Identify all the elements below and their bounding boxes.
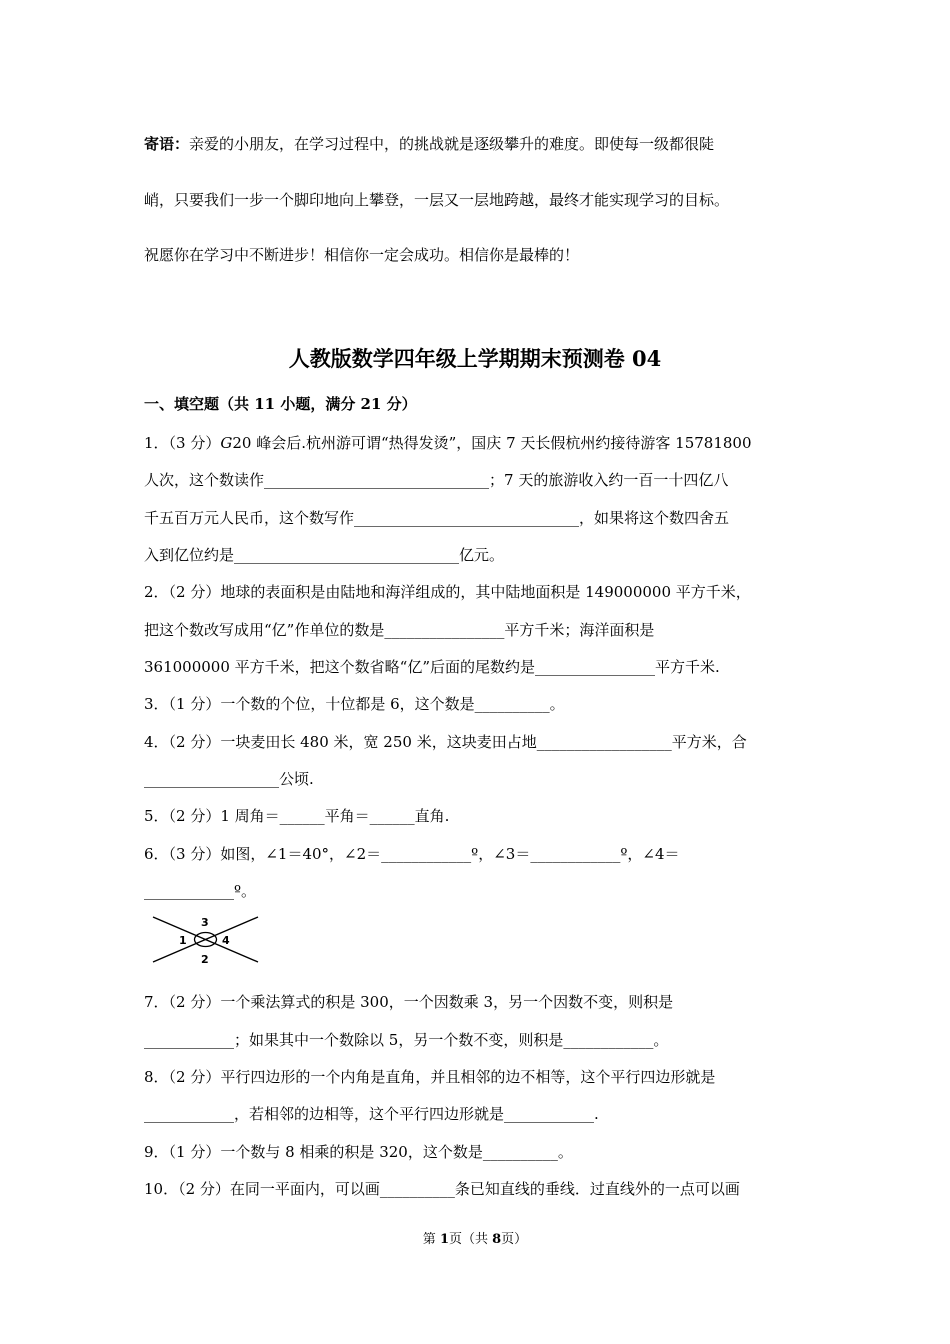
figure-label-1: 1 bbox=[179, 934, 187, 947]
figure-label-4: 4 bbox=[222, 934, 230, 947]
question-10-line-1: 10．（2 分）在同一平面内，可以画__________条已知直线的垂线．过直线外的一点可以画 bbox=[144, 1180, 740, 1198]
section-heading: 一、填空题（共 11 小题，满分 21 分） bbox=[144, 395, 417, 413]
question-2-line-1: 2．（2 分）地球的表面积是由陆地和海洋组成的，其中陆地面积是 149000000 平方千米， bbox=[144, 583, 751, 601]
question-4-line-2: __________________公顷. bbox=[144, 770, 314, 788]
question-8-line-2: ____________，若相邻的边相等，这个平行四边形就是____________. bbox=[144, 1105, 599, 1123]
question-7-line-1: 7．（2 分）一个乘法算式的积是 300，一个因数乘 3，另一个因数不变，则积是 bbox=[144, 993, 674, 1011]
question-8-line-1: 8．（2 分）平行四边形的一个内角是直角，并且相邻的边不相等，这个平行四边形就是 bbox=[144, 1068, 716, 1086]
question-1-line-2: 人次，这个数读作______________________________；7 天的旅游收入约一百一十四亿八 bbox=[144, 471, 729, 489]
intro-line-2: 峭，只要我们一步一个脚印地向上攀登，一层又一层地跨越，最终才能实现学习的目标。 bbox=[144, 191, 730, 209]
question-3: 3．（1 分）一个数的个位，十位都是 6，这个数是__________。 bbox=[144, 695, 565, 713]
question-1-line-1: 1．（3 分）G20 峰会后.杭州游可谓“热得发烫”，国庆 7 天长假杭州约接待游客 15781800 bbox=[144, 434, 752, 452]
question-6-line-2: ____________º。 bbox=[144, 882, 257, 900]
angle-figure bbox=[150, 912, 262, 968]
question-4-line-1: 4．（2 分）一块麦田长 480 米，宽 250 米，这块麦田占地__________________平方米，合 bbox=[144, 733, 747, 751]
footer-page-number: 1 bbox=[439, 1232, 449, 1247]
footer-page-total: 8 bbox=[492, 1232, 502, 1247]
question-1-line-3: 千五百万元人民币，这个数写作______________________________，如果将这个数四舍五 bbox=[144, 509, 730, 527]
intro-line-1: 寄语：亲爱的小朋友，在学习过程中，的挑战就是逐级攀升的难度。即使每一级都很陡 bbox=[144, 135, 715, 153]
question-1-line-4: 入到亿位约是______________________________亿元。 bbox=[144, 546, 505, 564]
question-5: 5．（2 分）1 周角＝______平角＝______直角. bbox=[144, 807, 450, 825]
page-footer: 第 1页（共 8页） bbox=[422, 1232, 528, 1247]
question-7-line-2: ____________；如果其中一个数除以 5，另一个数不变，则积是____________。 bbox=[144, 1031, 669, 1049]
question-6-line-1: 6．（3 分）如图，∠1＝40°，∠2＝____________º，∠3＝____________º，∠4＝ bbox=[144, 845, 680, 863]
figure-label-2: 2 bbox=[201, 953, 209, 966]
intro-line-3: 祝愿你在学习中不断进步！相信你一定会成功。相信你是最棒的！ bbox=[144, 246, 580, 264]
question-9: 9．（1 分）一个数与 8 相乘的积是 320，这个数是__________。 bbox=[144, 1143, 573, 1161]
intro-label: 寄语： bbox=[144, 135, 190, 153]
figure-label-3: 3 bbox=[201, 916, 209, 929]
question-2-line-3: 361000000 平方千米，把这个数省略“亿”后面的尾数约是________________平方千米. bbox=[144, 658, 720, 676]
page-title: 人教版数学四年级上学期期末预测卷 04 bbox=[288, 346, 662, 371]
question-2-line-2: 把这个数改写成用“亿”作单位的数是________________平方千米；海洋面积是 bbox=[144, 621, 655, 639]
